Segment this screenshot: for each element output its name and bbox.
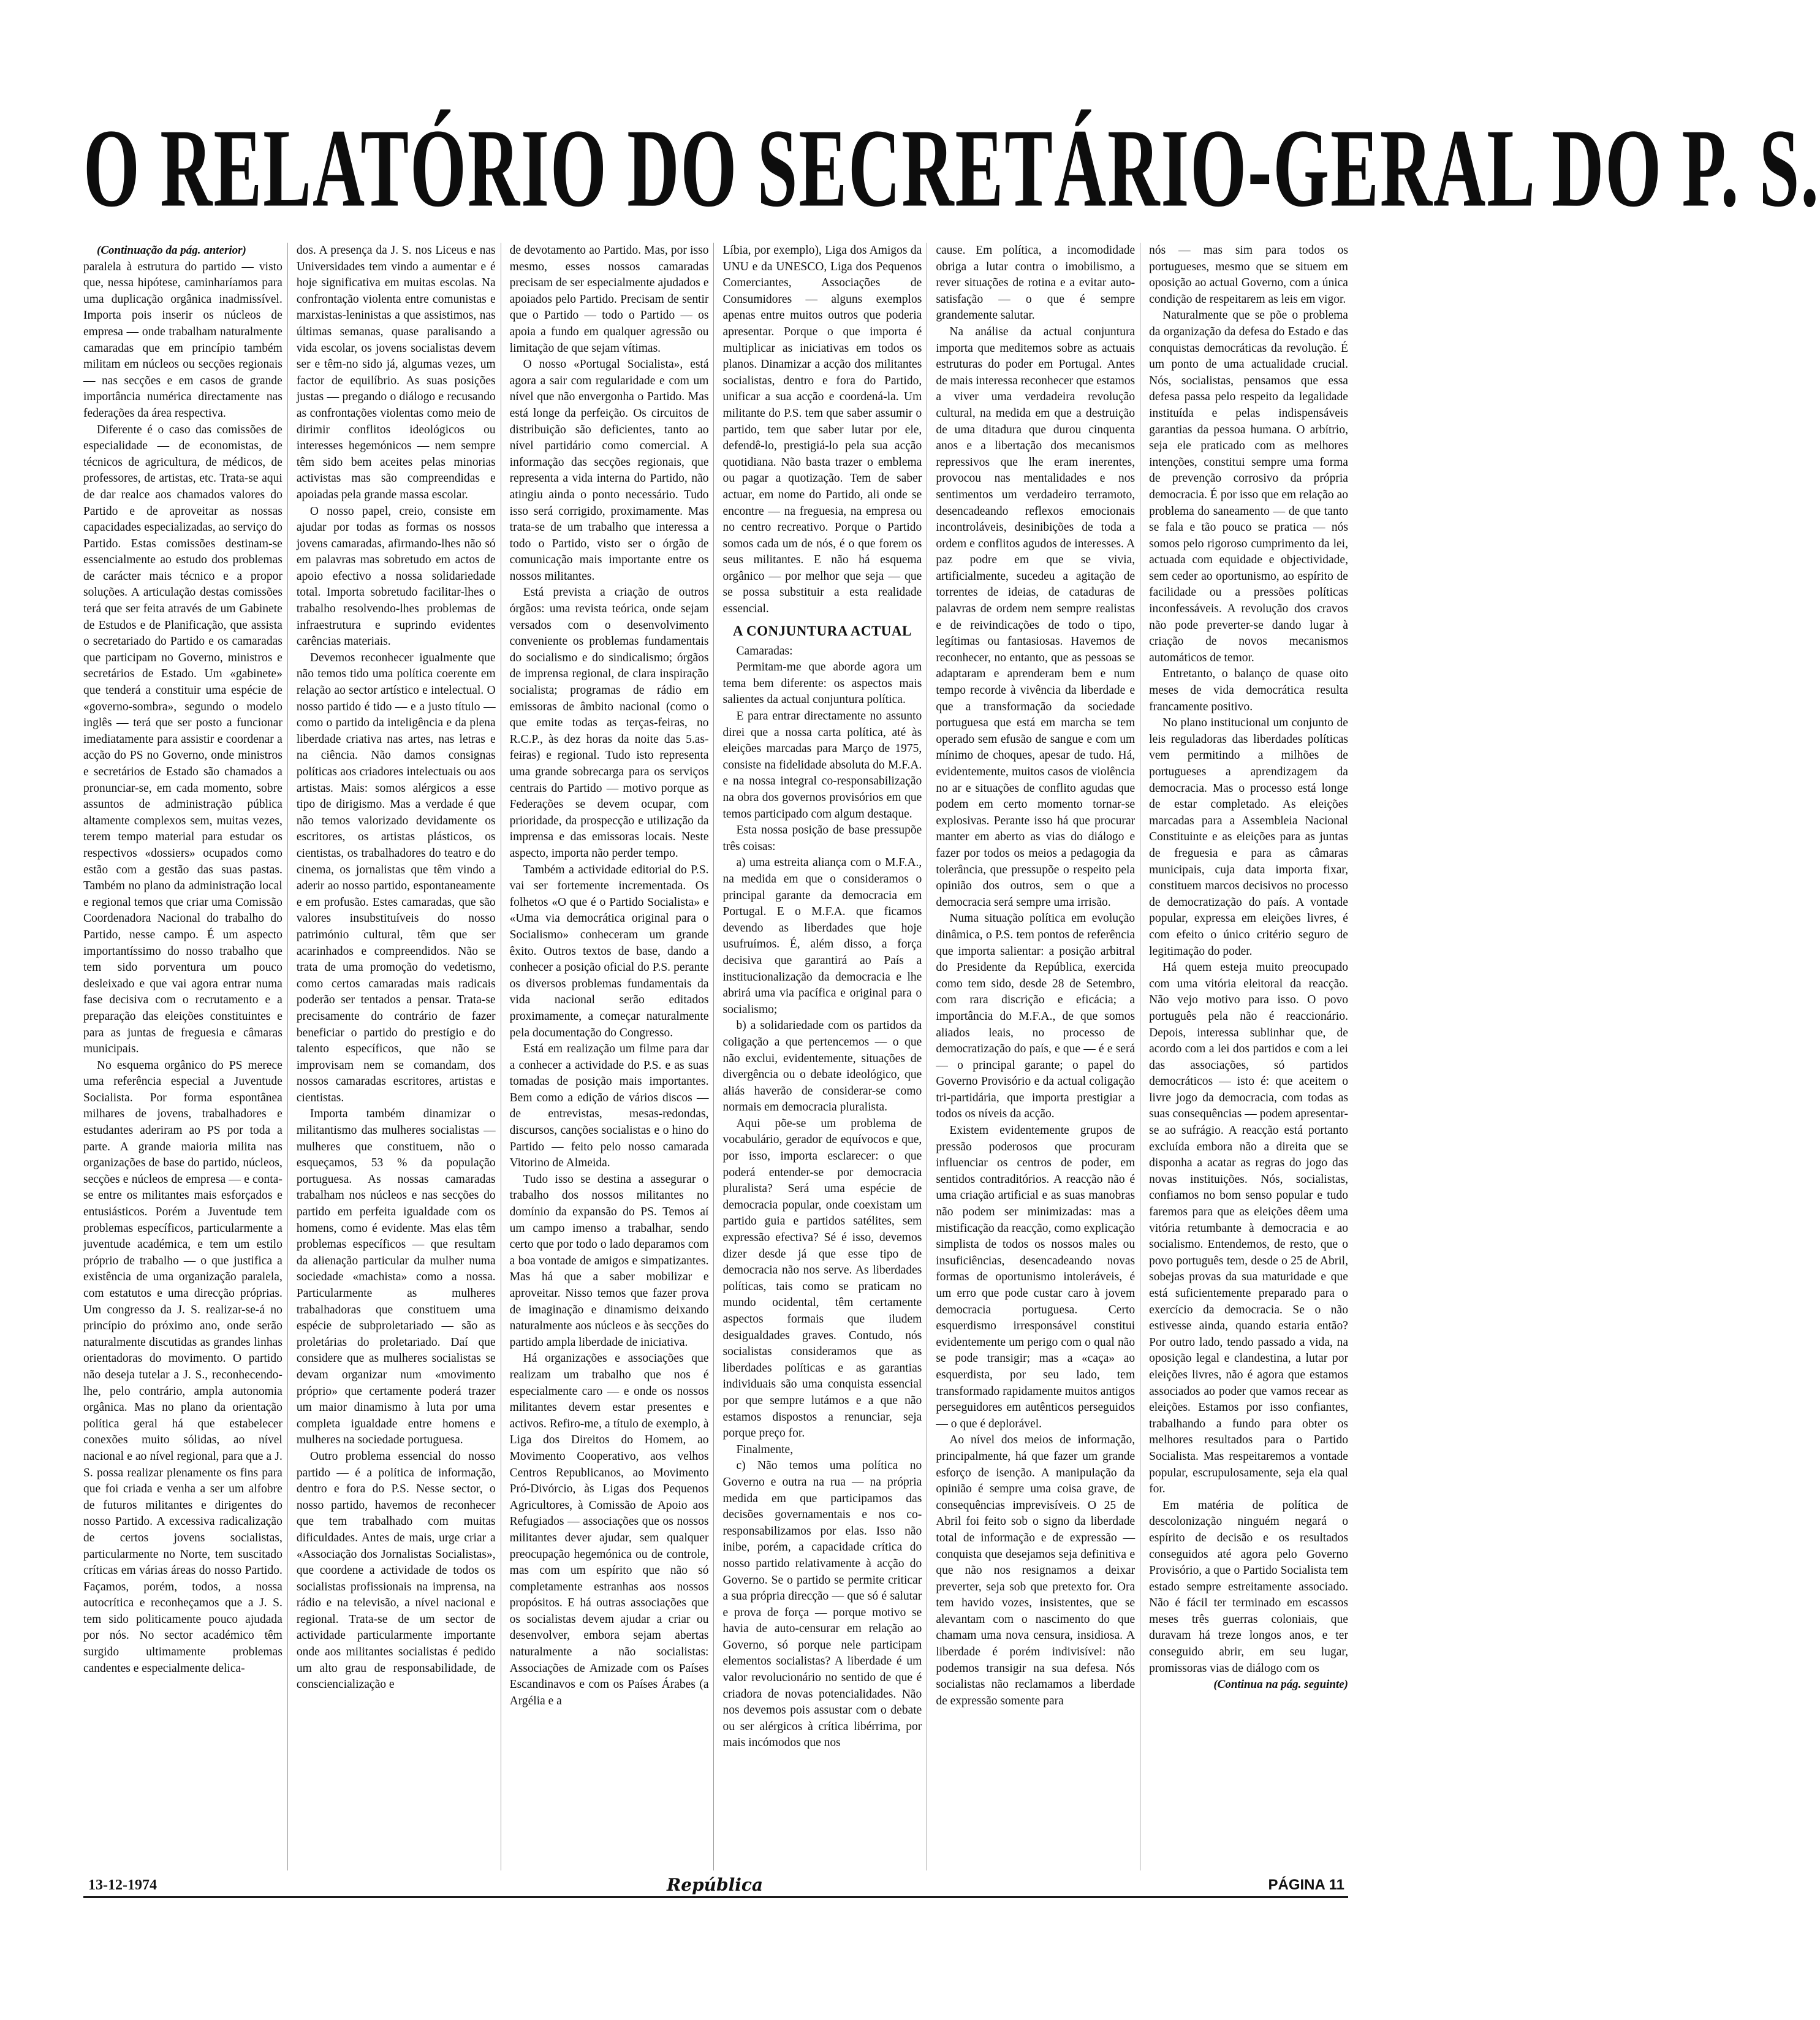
footer-rule — [83, 1896, 1348, 1898]
paragraph: cause. Em política, a incomodidade obriga a lutar contra o imobilismo, a rever situações de rotina e a evitar auto-satisfação — o que é sempre grandemente salutar. — [936, 244, 1136, 322]
paragraph: Existem evidentemente grupos de pressão poderosos que procuram influenciar os centros de poder, em sentidos contraditórios. A reacção não é uma criação artificial e as suas manobras não podem ser minimizadas: mas a mistificação da reacção, como explicação simplista de todos os nossos males ou insuficiências, desencadeando novas formas de oportunismo intoleráveis, é um erro que pode custar caro à jovem democracia portuguesa. Certo esquerdismo irresponsável constitui evidentemente um perigo com o qual não se pode transigir; mas a «caça» ao esquerdista, por seu lado, tem transformado rapidamente muitos antigos perseguidores em autênticos perseguidos — o que é deplorável. — [936, 1124, 1136, 1430]
paragraph: paralela à estrutura do partido — visto que, nessa hipótese, caminharíamos para uma duplicação orgânica inadmissível. Importa pois inserir os núcleos de empresa — onde trabalham naturalmente camaradas que em princípio também militam em núcleos ou secções regionais — nas secções e em casos de grande importância numérica directamente nas federações da área respectiva. — [83, 260, 282, 420]
paragraph: Devemos reconhecer igualmente que não temos tido uma política coerente em relação ao sector artístico e intelectual. O nosso partido é tido — e a justo título — como o partido da inteligência e da plena liberdade criativa nas artes, nas letras e na ciência. Não damos consignas políticas aos criadores intelectuais ou aos artistas. Mais: somos alérgicos a esse tipo de dirigismo. Mas a verdade é que não temos valorizado devidamente os escritores, os artistas plásticos, os cientistas, os trabalhadores do teatro e do cinema, os jornalistas que têm vindo a aderir ao nosso partido, espontaneamente e em profusão. Estes camaradas, que são valores insubstituíveis do nosso património cultural, têm que ser acarinhados e compreendidos. Não se trata de uma promoção do vedetismo, como certos camaradas mais radicais poderão ser tentados a pensar. Trata-se precisamente do contrário de fazer beneficiar o partido do prestígio e do talento específicos, que não se improvisam nem se comandam, dos nossos camaradas escritores, artistas e cientistas. — [296, 651, 496, 1104]
paragraph: nós — mas sim para todos os portugueses, mesmo que se situem em oposição ao actual Governo, com a única condição de respeitarem as leis em vigor. — [1149, 244, 1348, 306]
newspaper-masthead: República — [667, 1875, 764, 1895]
column-1 — [83, 243, 288, 1870]
paragraph: Há organizações e associações que realizam um trabalho que nos é especialmente caro — e onde os nossos militantes devem estar presentes e activos. Refiro-me, a título de exemplo, à Liga dos Direitos do Homem, ao Movimento Cooperativo, aos velhos Centros Republicanos, ao Movimento Pró-Divórcio, às Ligas dos Pequenos Agricultores, à Comissão de Apoio aos Refugiados — associações que os nossos militantes dever ajudar, sem qualquer preocupação hegemónica ou de controle, mas com um espírito que não só completamente estranhas aos nossos propósitos. E há outras associações que os socialistas devem ajudar a criar ou desenvolver, embora sejam abertas naturalmente a não socialistas: Associações de Amizade com os Países Escandinavos e com os Países Árabes (a Argélia e a — [509, 1352, 709, 1707]
paragraph: Outro problema essencial do nosso partido — é a política de informação, dentro e fora do P.S. Nesse sector, o nosso partido, havemos de reconhecer que tem trabalhado com muitas dificuldades. Antes de mais, urge criar a «Associação dos Jornalistas Socialistas», que coordene a actividade de todos os socialistas profissionais na imprensa, na rádio e na televisão, a nível nacional e regional. Trata-se de um sector de actividade particularmente importante onde aos militantes socialistas é pedido um alto grau de responsabilidade, de consciencialização e — [296, 1449, 496, 1692]
paragraph: Líbia, por exemplo), Liga dos Amigos da UNU e da UNESCO, Liga dos Pequenos Comerciantes, Associações de Consumidores — alguns exemplos apenas entre muitos outros que poderia apresentar. Porque o que importa é multiplicar as iniciativas em todos os planos. Dinamizar a acção dos militantes socialistas, dentro e fora do Partido, unificar a sua acção e coordená-la. Um militante do P.S. tem que saber assumir o partido, tem que saber lutar por ele, defendê-lo, prestigiá-lo pela sua acção quotidiana. Não basta trazer o emblema ou pagar a quotização. Tem de saber actuar, em nome do Partido, ali onde se encontre — na freguesia, na empresa ou no centro recreativo. Porque o Partido somos cada um de nós, é o que forem os seus militantes. E não há esquema orgânico — por melhor que seja — que se possa substituir a esta realidade essencial. — [722, 244, 922, 616]
paragraph: Entretanto, o balanço de quase oito meses de vida democrática resulta francamente positivo. — [1149, 667, 1348, 713]
continued-note: (Continua na pág. seguinte) — [1213, 1678, 1348, 1692]
paragraph: No plano institucional um conjunto de leis reguladoras das liberdades políticas vem permitindo a milhões de portugueses a aprendizagem da democracia. Mas o processo está longe de estar completado. As eleições marcadas para a Assembleia Nacional Constituinte e as eleições para as juntas de freguesia e para as câmaras municipais, cuja data importa fixar, constituem marcos decisivos no processo de democratização do país. A vontade popular, expressa em eleições livres, é com efeito o único critério seguro de legitimação do poder. — [1149, 716, 1348, 958]
section-subheading: A CONJUNTURA ACTUAL — [732, 623, 912, 639]
column-2 — [297, 243, 501, 1870]
paragraph: c) Não temos uma política no Governo e outra na rua — na própria medida em que participamos das decisões governamentais e nos co-responsabilizamos por elas. Isso não inibe, porém, a capacidade crítica do nosso partido relativamente à acção do Governo. Se o partido se permite criticar a sua própria direcção — que só é salutar e prova de força — porque motivo se havia de auto-censurar em relação ao Governo, só porque nele participam elementos socialistas? A liberdade é um valor revolucionário no sentido de que é criadora de novas potencialidades. Não nos devemos pois assustar com o debate ou ser alérgicos à crítica libérrima, por mais incómodos que nos — [722, 1459, 922, 1750]
page-footer — [83, 1875, 1348, 1912]
headline: O RELATÓRIO DO SECRETÁRIO-GERAL DO P. S. — [83, 105, 1820, 230]
page-number: PÁGINA 11 — [1268, 1877, 1344, 1893]
paragraph: O nosso «Portugal Socialista», está agora a sair com regularidade e com um nível que não envergonha o Partido. Mas está longe da perfeição. Os circuitos de distribuição são deficientes, tanto ao nível partidário como comercial. A informação das secções regionais, que representa a vida interna do Partido, não atingiu ainda o ponto necessário. Tudo isso será corrigido, proximamente. Mas trata-se de um trabalho que interessa a todo o Partido, visto ser o órgão de comunicação mais importante entre os nossos militantes. — [509, 358, 709, 583]
paragraph: Também a actividade editorial do P.S. vai ser fortemente incrementada. Os folhetos «O que é o Partido Socialista» e «Uma via democrática original para o Socialismo» conheceram um grande êxito. Outros textos de base, dando a conhecer a posição oficial do P.S. perante os diversos problemas fundamentais da vida nacional serão editados proximamente, a começar naturalmente pela documentação do Congresso. — [509, 863, 709, 1039]
paragraph: No esquema orgânico do PS merece uma referência especial a Juventude Socialista. Por forma espontânea milhares de jovens, trabalhadores e estudantes aderiram ao PS por toda a parte. A grande maioria milita nas organizações de base do partido, núcleos, secções e núcleos de empresa — e conta-se entre os militantes mais esforçados e entusiásticos. Porém a Juventude tem problemas específicos, particularmente a juventude académica, e tem um estilo próprio de trabalho — o que justifica a existência de uma organização paralela, com estatutos e uma direcção próprias. Um congresso da J. S. realizar-se-á no princípio do próximo ano, onde serão naturalmente discutidas as grandes linhas orientadoras do movimento. O partido não deseja tutelar a J. S., reconhecendo-lhe, pelo contrário, ampla autonomia orgânica. Mas no plano da orientação política geral há que estabelecer conexões muito sólidas, ao nível nacional e ao nível regional, para que a J. S. possa realizar plenamente os fins para que foi criada e venha a ser um alfobre de futuros militantes e dirigentes do nosso Partido. A excessiva radicalização de certos jovens socialistas, particularmente no Norte, tem suscitado críticas em várias áreas do nosso Partido. Façamos, porém, todos, a nossa autocrítica e reconheçamos que a J. S. tem sido politicamente pouco ajudada por nós. No sector académico têm surgido ultimamente problemas candentes e especialmente delica- — [83, 1058, 282, 1675]
paragraph: dos. A presença da J. S. nos Liceus e nas Universidades tem vindo a aumentar e é hoje significativa em muitas escolas. Na confrontação violenta entre comunistas e marxistas-leninistas a que assistimos, nas últimas semanas, quase paralisando a vida escolar, os jovens socialistas devem ser e têm-no sido já, algumas vezes, um factor de equilíbrio. As suas posições justas — pregando o diálogo e recusando as confrontações violentas como meio de dirimir conflitos ideológicos ou interesses hegemónicos — nem sempre têm sido bem aceites pelas minorias activistas mas são compreendidas e apoiadas pela grande massa escolar. — [296, 244, 496, 501]
paragraph: Naturalmente que se põe o problema da organização da defesa do Estado e das conquistas democráticas da revolução. É um ponto de uma actualidade crucial. Nós, socialistas, pensamos que essa defesa passa pelo respeito da legalidade instituída e pelas indispensáveis garantias da pessoa humana. O arbítrio, seja ele praticado com as melhores intenções, constitui sempre uma forma de prevenção corrosivo da própria democracia. É por isso que em relação ao problema do saneamento — de que tanto se fala e tão pouco se pratica — nós somos pelo rigoroso cumprimento da lei, actuada com equidade e objectividade, sem ceder ao oportunismo, ao espírito de facilidade ou a pressões políticas inconfessáveis. A revolução dos cravos não pode preverter-se dando lugar à criação de novos mecanismos automáticos de temor. — [1149, 309, 1348, 664]
paragraph: Há quem esteja muito preocupado com uma vitória eleitoral da reacção. Não vejo motivo para isso. O povo português pela não é reaccionário. Depois, interessa sublinhar que, de acordo com a lei dos partidos e com a lei das associações, só partidos democráticos — isto é: que aceitem o livre jogo da democracia, com todas as suas consequências — podem apresentar-se ao sufrágio. A reacção está portanto excluída embora não a direita que se disponha a acatar as regras do jogo das novas instituições. Nós, socialistas, confiamos no bom senso popular e tudo faremos para que as eleições dêem uma vitória retumbante à democracia e ao socialismo. Entendemos, de resto, que o povo português tem, desde o 25 de Abril, sobejas provas da sua maturidade e que está suficientemente preparado para o exercício da democracia. Se o não estivesse ainda, quando estaria então? Por outro lado, tendo passado a vida, na oposição legal e clandestina, a lutar por eleições livres, não é agora que estamos associados ao poder que vamos recear as eleições. Estamos por isso confiantes, trabalhando a fundo para obter os melhores resultados para o Partido Socialista. Mas respeitaremos a vontade popular, escrupulosamente, seja ela qual for. — [1149, 961, 1348, 1496]
paragraph: O nosso papel, creio, consiste em ajudar por todas as formas os nossos jovens camaradas, afirmando-lhes não só em palavras mas sobretudo em actos de apoio efectivo a nossa solidariedade total. Importa sobretudo facilitar-lhes o trabalho resolvendo-lhes problemas de infraestrutura e suprindo evidentes carências materiais. — [296, 504, 496, 648]
paragraph: Ao nível dos meios de informação, principalmente, há que fazer um grande esforço de isenção. A manipulação da opinião é sempre uma coisa grave, de consequências imprevisíveis. O 25 de Abril foi feito sob o signo da liberdade total de informação e de expressão — conquista que desejamos seja definitiva e que não nos resignamos a deixar preverter, seja sob que pretexto for. Ora tem havido vozes, insistentes, que se alevantam com o nascimento do que chamam uma nova censura, insidiosa. A liberdade é porém indivisível: não podemos transigir na sua defesa. Nós socialistas não reclamamos a liberdade de expressão somente para — [936, 1433, 1136, 1707]
paragraph: Está prevista a criação de outros órgãos: uma revista teórica, onde sejam versados com o desenvolvimento conveniente os problemas fundamentais do socialismo e do sindicalismo; órgãos de imprensa regional, de clara inspiração socialista; programas de rádio em emissoras de âmbito nacional (como o que emite todas as terças-feiras, no R.C.P., às dez horas da noite das 5.as-feiras) e regional. Tudo isto representa uma grande sobrecarga para os serviços centrais do Partido — motivo porque as Federações se devem ocupar, com prioridade, da prospecção e utilização da imprensa e das emissoras locais. Neste aspecto, importa não perder tempo. — [509, 586, 709, 860]
continuation-note: (Continuação da pág. anterior) — [97, 244, 246, 257]
column-5 — [936, 243, 1140, 1870]
paragraph: Esta nossa posição de base pressupõe três coisas: — [722, 824, 922, 853]
paragraph: Permitam-me que aborde agora um tema bem diferente: os aspectos mais salientes da actual conjuntura política. — [722, 661, 922, 707]
issue-date: 13-12-1974 — [88, 1877, 157, 1893]
paragraph: Numa situação política em evolução dinâmica, o P.S. tem pontos de referência que importa salientar: a posição arbitral do Presidente da República, exercida como tem sido, desde 28 de Setembro, com rara discrição e eficácia; a importância do M.F.A., de que somos aliados leais, no processo de democratização do país, e que — é e será — o principal garante; o papel do Governo Provisório e da actual coligação tri-partidária, que importa prestigiar a todos os níveis da acção. — [936, 912, 1136, 1121]
paragraph: Está em realização um filme para dar a conhecer a actividade do P.S. e as suas tomadas de posição mais importantes. Bem como a edição de vários discos — de entrevistas, mesas-redondas, discursos, canções socialistas e o hino do Partido — feito pelo nosso camarada Vitorino de Almeida. — [509, 1042, 709, 1170]
column-3 — [510, 243, 715, 1870]
newspaper-page — [83, 37, 1820, 1986]
paragraph: Em matéria de política de descolonização ninguém negará o espírito de decisão e os resultados conseguidos até agora pelo Governo Provisório, a que o Partido Socialista tem estado sempre estreitamente associado. Não é fácil ter terminado em escassos meses três guerras coloniais, que duravam há treze longos anos, e ter conseguido abrir, em seu lugar, promissoras vias de diálogo com os — [1149, 1498, 1348, 1675]
paragraph: b) a solidariedade com os partidos da coligação a que pertencemos — o que não exclui, evidentemente, situações de divergência ou o debate ideológico, que aliás haverão de considerar-se como normais em democracia pluralista. — [722, 1019, 922, 1114]
paragraph: Na análise da actual conjuntura importa que meditemos sobre as actuais estruturas do poder em Portugal. Antes de mais interessa reconhecer que estamos a viver uma verdadeira revolução cultural, na medida em que a destruição de uma ditadura que durou cinquenta anos e a libertação dos mecanismos repressivos que lhe eram inerentes, provocou nas mentalidades e nos sentimentos um verdadeiro terramoto, desencadeando reflexos emocionais incontroláveis, desinibições de toda a ordem e conflitos agudos de interesses. A paz podre em que se vivia, artificialmente, sucedeu a agitação de torrentes de ideias, de cataduras de palavras de ordem nem sempre realistas e de reivindicações de todo o tipo, legítimas ou fantasiosas. Havemos de reconhecer, no entanto, que as pessoas se adaptaram e aprenderam bem e num tempo recorde à vivência da liberdade e que a transformação da sociedade portuguesa que está em marcha se tem operado sem efusão de sangue e com um mínimo de choques, apesar de tudo. Há, evidentemente, muitos casos de violência no ar e situações de conflito agudas que podem em certo momento tornar-se explosivas. Perante isso há que procurar manter em aberto as vias do diálogo e fazer por todos os meios a pedagogia da tolerância, que pressupõe o respeito pela opinião dos outros, sem o que a democracia será sempre uma irrisão. — [936, 325, 1136, 909]
paragraph: Aqui põe-se um problema de vocabulário, gerador de equívocos e que, por isso, importa esclarecer: o que poderá entender-se por democracia pluralista? Será uma espécie de democracia popular, onde coexistam um partido guia e partidos satélites, sem expressão efectiva? Sé é isso, devemos dizer desde já que esse tipo de democracia não nos serve. As liberdades políticas, tais como se praticam no mundo ocidental, têm certamente aspectos formais que iludem desigualdades graves. Contudo, nós socialistas consideramos que as liberdades políticas e as garantias individuais são uma conquista essencial por que sempre lutámos e a que não estamos dispostos a renunciar, seja porque preço for. — [722, 1117, 922, 1440]
article-body — [83, 243, 1348, 1870]
column-6 — [1149, 243, 1348, 1870]
column-4 — [722, 243, 927, 1870]
paragraph: Tudo isso se destina a assegurar o trabalho dos nossos militantes no domínio da expansão do PS. Temos aí um campo imenso a trabalhar, sendo certo que por todo o lado deparamos com a boa vontade de amigos e simpatizantes. Mas há que a saber mobilizar e aproveitar. Nisso temos que fazer prova de imaginação e dinamismo deixando naturalmente aos núcleos e às secções do partido ampla liberdade de iniciativa. — [509, 1172, 709, 1349]
paragraph: E para entrar directamente no assunto direi que a nossa carta política, até às eleições marcadas para Março de 1975, consiste na fidelidade absoluta do M.F.A. e na nossa integral co-responsabilização na obra dos governos provisórios em que temos participado com algum destaque. — [722, 710, 922, 821]
paragraph: Diferente é o caso das comissões de especialidade — de economistas, de técnicos de agricultura, de médicos, de professores, de artistas, etc. Trata-se aqui de dar realce aos chamados valores do Partido e de aproveitar as nossas capacidades especializadas, ao serviço do Partido. Estas comissões destinam-se essencialmente ao estudo dos problemas de carácter mais técnico e a propor soluções. A articulação destas comissões terá que ser feita através de um Gabinete de Estudos e de Planificação, que assista o secretariado do Partido e os camaradas que participam no Governo, ministros e secretários de Estado. Um «gabinete» que tenderá a constituir uma espécie de «governo-sombra», segundo o modelo inglês — terá que ser posto a funcionar imediatamente para assistir e coordenar a acção do PS no Governo, onde ministros e secretários de Estado são chamados a pronunciar-se, em cada momento, sobre assuntos de administração pública altamente complexos sem, muitas vezes, terem tempo material para estudar os respectivos «dossiers» ocupados como estão com a gestão das suas pastas. Também no plano da administração local e regional temos que criar uma Comissão Coordenadora Nacional do trabalho do Partido, nesse campo. É um aspecto importantíssimo do nosso trabalho que tem sido porventura um pouco desleixado e que vai agora entrar numa fase decisiva com o recrutamento e a preparação das eleições constituintes e para as juntas de freguesia e câmaras municipais. — [83, 423, 282, 1056]
paragraph: de devotamento ao Partido. Mas, por isso mesmo, esses nossos camaradas precisam de ser especialmente ajudados e apoiados pelo Partido. Precisam de sentir que o Partido — todo o Partido — os apoia a fundo em qualquer agressão ou limitação de que sejam vítimas. — [509, 244, 709, 355]
paragraph: Camaradas: — [736, 644, 793, 658]
paragraph: Finalmente, — [736, 1443, 794, 1456]
paragraph: a) uma estreita aliança com o M.F.A., na medida em que o consideramos o principal garante da democracia em Portugal. E o M.F.A. que ficamos devendo as liberdades que hoje usufruímos. É, além disso, a força decisiva que garantirá ao País a institucionalização da democracia e lhe abrirá uma via pacífica e original para o socialismo; — [722, 856, 922, 1016]
paragraph: Importa também dinamizar o militantismo das mulheres socialistas — mulheres que constituem, não o esqueçamos, 53 % da população portuguesa. As nossas camaradas trabalham nos núcleos e nas secções do partido em perfeita igualdade com os homens, como é evidente. Mas elas têm problemas específicos — que resultam da alienação particular da mulher numa sociedade «machista» como a nossa. Particularmente as mulheres trabalhadoras que constituem uma espécie de subproletariado — são as proletárias do proletariado. Daí que considere que as mulheres socialistas se devam organizar num «movimento próprio» que certamente poderá trazer um maior dinamismo à luta por uma completa igualdade entre homens e mulheres na sociedade portuguesa. — [296, 1107, 496, 1447]
